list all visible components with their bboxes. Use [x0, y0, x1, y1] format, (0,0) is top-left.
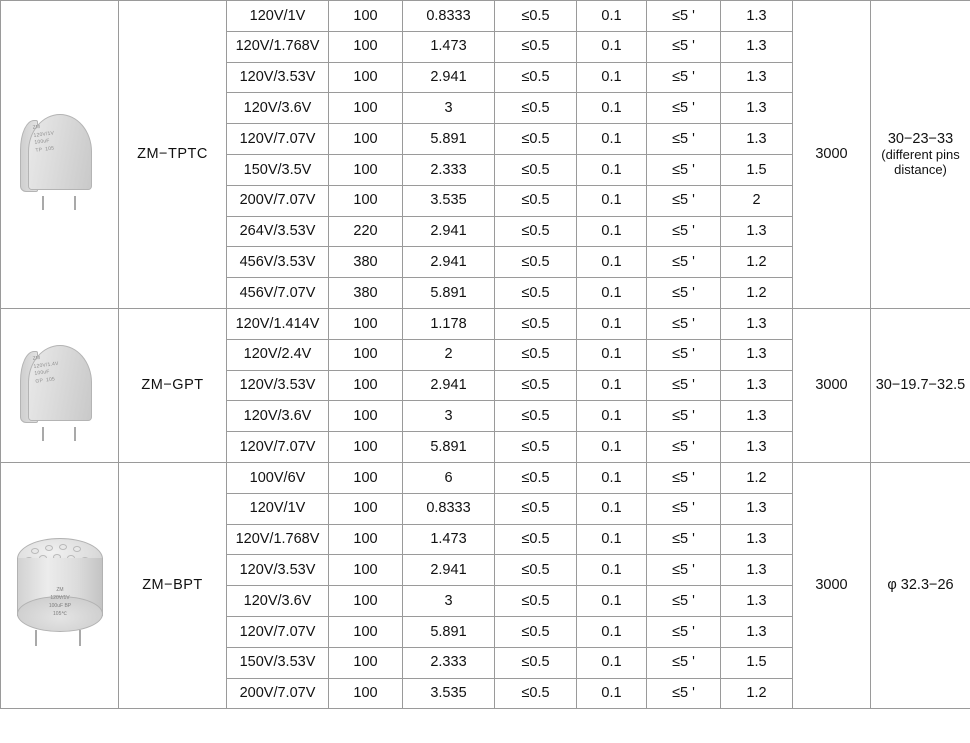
- c6-value: 1.3: [721, 308, 793, 339]
- c5-value: ≤5 ': [647, 278, 721, 309]
- c6-value: 1.2: [721, 278, 793, 309]
- c2-value: 2: [403, 339, 495, 370]
- c3-value: ≤0.5: [495, 462, 577, 493]
- c3-value: ≤0.5: [495, 493, 577, 524]
- c3-value: ≤0.5: [495, 154, 577, 185]
- c1-value: 100: [329, 401, 403, 432]
- c1-value: 100: [329, 586, 403, 617]
- c2-value: 2.941: [403, 370, 495, 401]
- c4-value: 0.1: [577, 339, 647, 370]
- c6-value: 1.3: [721, 216, 793, 247]
- c6-value: 1.5: [721, 647, 793, 678]
- c5-value: ≤5 ': [647, 432, 721, 463]
- c2-value: 1.473: [403, 524, 495, 555]
- rating-value: 120V/2.4V: [227, 339, 329, 370]
- rating-value: 456V/7.07V: [227, 278, 329, 309]
- dimensions-cell: [871, 1, 970, 309]
- rating-value: 150V/3.53V: [227, 647, 329, 678]
- c4-value: 0.1: [577, 154, 647, 185]
- c5-value: ≤5 ': [647, 524, 721, 555]
- c4-value: 0.1: [577, 1, 647, 32]
- c1-value: 100: [329, 616, 403, 647]
- c2-value: 3: [403, 586, 495, 617]
- c5-value: ≤5 ': [647, 1, 721, 32]
- c3-value: ≤0.5: [495, 647, 577, 678]
- c5-value: ≤5 ': [647, 124, 721, 155]
- c2-value: 5.891: [403, 432, 495, 463]
- quantity-value: 3000: [793, 462, 871, 708]
- c6-value: 2: [721, 185, 793, 216]
- c6-value: 1.2: [721, 678, 793, 709]
- product-image-cell: [1, 462, 119, 708]
- rating-value: 120V/3.6V: [227, 401, 329, 432]
- rating-value: 100V/6V: [227, 462, 329, 493]
- c2-value: 2.941: [403, 62, 495, 93]
- c1-value: 380: [329, 247, 403, 278]
- rating-value: 120V/7.07V: [227, 124, 329, 155]
- c5-value: ≤5 ': [647, 216, 721, 247]
- c6-value: 1.3: [721, 93, 793, 124]
- rating-value: 264V/3.53V: [227, 216, 329, 247]
- c3-value: ≤0.5: [495, 93, 577, 124]
- c4-value: 0.1: [577, 524, 647, 555]
- c6-value: 1.3: [721, 616, 793, 647]
- c6-value: 1.3: [721, 493, 793, 524]
- c6-value: 1.3: [721, 524, 793, 555]
- c3-value: ≤0.5: [495, 339, 577, 370]
- c4-value: 0.1: [577, 647, 647, 678]
- c1-value: 100: [329, 678, 403, 709]
- c5-value: ≤5 ': [647, 339, 721, 370]
- rating-value: 200V/7.07V: [227, 185, 329, 216]
- c5-value: ≤5 ': [647, 308, 721, 339]
- c3-value: ≤0.5: [495, 278, 577, 309]
- c1-value: 380: [329, 278, 403, 309]
- c1-value: 100: [329, 1, 403, 32]
- c5-value: ≤5 ': [647, 401, 721, 432]
- c5-value: ≤5 ': [647, 31, 721, 62]
- c3-value: ≤0.5: [495, 247, 577, 278]
- dimensions-cell: [871, 308, 970, 462]
- c3-value: ≤0.5: [495, 1, 577, 32]
- c2-value: 3: [403, 401, 495, 432]
- c5-value: ≤5 ': [647, 62, 721, 93]
- rating-value: 120V/1.414V: [227, 308, 329, 339]
- c6-value: 1.3: [721, 370, 793, 401]
- c3-value: ≤0.5: [495, 370, 577, 401]
- c1-value: 100: [329, 370, 403, 401]
- c4-value: 0.1: [577, 216, 647, 247]
- c1-value: 100: [329, 31, 403, 62]
- series-name: ZM−BPT: [119, 462, 227, 708]
- c2-value: 2.333: [403, 647, 495, 678]
- c5-value: ≤5 ': [647, 370, 721, 401]
- c5-value: ≤5 ': [647, 247, 721, 278]
- c4-value: 0.1: [577, 93, 647, 124]
- c2-value: 3.535: [403, 185, 495, 216]
- c4-value: 0.1: [577, 678, 647, 709]
- c5-value: ≤5 ': [647, 185, 721, 216]
- c4-value: 0.1: [577, 616, 647, 647]
- c1-value: 100: [329, 555, 403, 586]
- c5-value: ≤5 ': [647, 493, 721, 524]
- c4-value: 0.1: [577, 278, 647, 309]
- c1-value: 100: [329, 647, 403, 678]
- c1-value: 220: [329, 216, 403, 247]
- c5-value: ≤5 ': [647, 555, 721, 586]
- rating-value: 120V/1.768V: [227, 524, 329, 555]
- product-image-cell: [1, 1, 119, 309]
- c2-value: 5.891: [403, 278, 495, 309]
- c2-value: 2.941: [403, 247, 495, 278]
- c5-value: ≤5 ': [647, 678, 721, 709]
- c3-value: ≤0.5: [495, 586, 577, 617]
- c6-value: 1.3: [721, 1, 793, 32]
- c4-value: 0.1: [577, 493, 647, 524]
- c4-value: 0.1: [577, 124, 647, 155]
- c2-value: 3: [403, 93, 495, 124]
- c3-value: ≤0.5: [495, 31, 577, 62]
- c2-value: 5.891: [403, 124, 495, 155]
- c1-value: 100: [329, 124, 403, 155]
- table-row: [1, 1, 970, 32]
- c6-value: 1.5: [721, 154, 793, 185]
- c1-value: 100: [329, 462, 403, 493]
- table-row: [1, 462, 970, 493]
- c3-value: ≤0.5: [495, 432, 577, 463]
- c6-value: 1.3: [721, 339, 793, 370]
- c4-value: 0.1: [577, 185, 647, 216]
- c6-value: 1.2: [721, 247, 793, 278]
- c4-value: 0.1: [577, 432, 647, 463]
- dimensions-note: (different pins distance): [881, 146, 960, 177]
- rating-value: 150V/3.5V: [227, 154, 329, 185]
- rating-value: 120V/3.53V: [227, 62, 329, 93]
- c6-value: 1.3: [721, 432, 793, 463]
- c5-value: ≤5 ': [647, 462, 721, 493]
- series-name: ZM−GPT: [119, 308, 227, 462]
- c2-value: 1.178: [403, 308, 495, 339]
- rating-value: 120V/1V: [227, 1, 329, 32]
- c6-value: 1.3: [721, 586, 793, 617]
- c1-value: 100: [329, 493, 403, 524]
- rating-value: 200V/7.07V: [227, 678, 329, 709]
- c3-value: ≤0.5: [495, 616, 577, 647]
- c1-value: 100: [329, 308, 403, 339]
- c3-value: ≤0.5: [495, 124, 577, 155]
- c3-value: ≤0.5: [495, 555, 577, 586]
- c5-value: ≤5 ': [647, 93, 721, 124]
- dimensions-value: φ 32.3−26: [887, 577, 954, 594]
- c3-value: ≤0.5: [495, 524, 577, 555]
- rating-value: 120V/1V: [227, 493, 329, 524]
- c4-value: 0.1: [577, 370, 647, 401]
- c2-value: 0.8333: [403, 493, 495, 524]
- quantity-value: 3000: [793, 1, 871, 309]
- c3-value: ≤0.5: [495, 401, 577, 432]
- c2-value: 1.473: [403, 31, 495, 62]
- c4-value: 0.1: [577, 62, 647, 93]
- c5-value: ≤5 ': [647, 586, 721, 617]
- dimensions-value: 30−23−33: [887, 131, 954, 148]
- c3-value: ≤0.5: [495, 185, 577, 216]
- rating-value: 120V/3.53V: [227, 370, 329, 401]
- c1-value: 100: [329, 524, 403, 555]
- c4-value: 0.1: [577, 462, 647, 493]
- quantity-value: 3000: [793, 308, 871, 462]
- c2-value: 2.941: [403, 216, 495, 247]
- c5-value: ≤5 ': [647, 647, 721, 678]
- c4-value: 0.1: [577, 586, 647, 617]
- capacitor-round-can-illustration: ZM 120V/1V 100uF BP 105℃: [11, 534, 107, 638]
- rating-value: 120V/7.07V: [227, 432, 329, 463]
- capacitor-d-shape-illustration: ZM 120V/1.4V 100uF GP 105: [18, 339, 100, 431]
- c2-value: 2.941: [403, 555, 495, 586]
- c1-value: 100: [329, 93, 403, 124]
- table-row: [1, 308, 970, 339]
- c2-value: 6: [403, 462, 495, 493]
- c5-value: ≤5 ': [647, 154, 721, 185]
- c1-value: 100: [329, 432, 403, 463]
- c6-value: 1.3: [721, 401, 793, 432]
- rating-value: 120V/7.07V: [227, 616, 329, 647]
- c1-value: 100: [329, 62, 403, 93]
- c6-value: 1.3: [721, 555, 793, 586]
- series-name: ZM−TPTC: [119, 1, 227, 309]
- c3-value: ≤0.5: [495, 678, 577, 709]
- c1-value: 100: [329, 154, 403, 185]
- c4-value: 0.1: [577, 555, 647, 586]
- capacitor-d-shape-illustration: ZM 120V/1V 100uF TP 105: [18, 108, 100, 200]
- c1-value: 100: [329, 185, 403, 216]
- c3-value: ≤0.5: [495, 62, 577, 93]
- c6-value: 1.3: [721, 62, 793, 93]
- product-image-cell: [1, 308, 119, 462]
- c4-value: 0.1: [577, 31, 647, 62]
- rating-value: 120V/1.768V: [227, 31, 329, 62]
- c2-value: 2.333: [403, 154, 495, 185]
- rating-value: 120V/3.53V: [227, 555, 329, 586]
- c6-value: 1.3: [721, 124, 793, 155]
- c3-value: ≤0.5: [495, 308, 577, 339]
- rating-value: 456V/3.53V: [227, 247, 329, 278]
- c6-value: 1.2: [721, 462, 793, 493]
- c2-value: 0.8333: [403, 1, 495, 32]
- c6-value: 1.3: [721, 31, 793, 62]
- dimensions-value: 30−19.7−32.5: [875, 377, 966, 394]
- c3-value: ≤0.5: [495, 216, 577, 247]
- rating-value: 120V/3.6V: [227, 586, 329, 617]
- c1-value: 100: [329, 339, 403, 370]
- c2-value: 3.535: [403, 678, 495, 709]
- rating-value: 120V/3.6V: [227, 93, 329, 124]
- dimensions-cell: [871, 462, 970, 708]
- c4-value: 0.1: [577, 401, 647, 432]
- c4-value: 0.1: [577, 247, 647, 278]
- c2-value: 5.891: [403, 616, 495, 647]
- c5-value: ≤5 ': [647, 616, 721, 647]
- c4-value: 0.1: [577, 308, 647, 339]
